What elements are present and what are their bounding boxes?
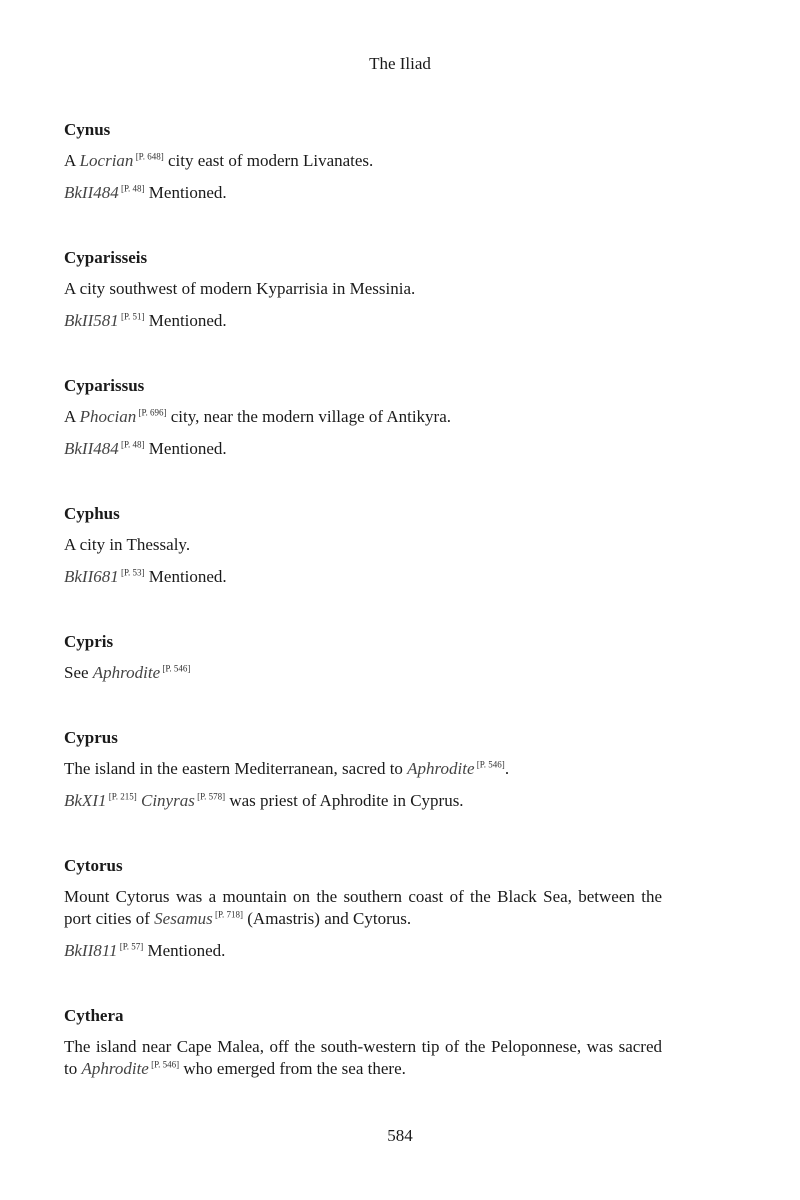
page-ref[interactable]: [P. 546] <box>160 663 191 674</box>
glossary-entry <box>64 1004 662 1080</box>
text-span: Mentioned. <box>144 439 227 458</box>
text-span: (Amastris) and Cytorus. <box>243 909 412 928</box>
entry-text <box>64 886 662 930</box>
cross-reference-link[interactable]: Locrian <box>79 151 134 170</box>
cross-reference-link[interactable]: BkII484 <box>64 183 119 202</box>
entry-text <box>64 534 662 556</box>
entry-title: Cyprus <box>64 728 118 747</box>
entry-text <box>64 1036 662 1080</box>
cross-reference-link[interactable]: Aphrodite <box>407 759 475 778</box>
text-span: Mentioned. <box>143 941 226 960</box>
text-span: was priest of Aphrodite in Cyprus. <box>225 791 464 810</box>
entry-text <box>64 438 662 460</box>
entry-text <box>64 758 662 780</box>
cross-reference-link[interactable]: Aphrodite <box>92 663 161 682</box>
page-ref[interactable]: [P. 546] <box>474 759 505 770</box>
entry-text <box>64 278 662 300</box>
text-span: Mentioned. <box>144 183 227 202</box>
cross-reference-link[interactable]: BkII681 <box>64 567 119 586</box>
glossary-entry <box>64 118 662 204</box>
glossary-entry <box>64 726 662 812</box>
page-ref[interactable]: [P. 48] <box>118 183 145 194</box>
page-ref[interactable]: [P. 48] <box>118 439 145 450</box>
text-span: Mentioned. <box>144 311 227 330</box>
cross-reference-link[interactable]: BkXI1 <box>64 791 107 810</box>
text-span: A <box>64 151 80 170</box>
running-head: The Iliad <box>369 54 431 73</box>
entry-text <box>64 310 662 332</box>
page-number: 584 <box>387 1126 413 1145</box>
glossary-entry <box>64 374 662 460</box>
text-span: Mentioned. <box>144 567 227 586</box>
entry-title: Cythera <box>64 1006 124 1025</box>
glossary-entry <box>64 246 662 332</box>
cross-reference-link[interactable]: BkII581 <box>64 311 119 330</box>
text-span: A city southwest of modern Kyparrisia in Messinia. <box>64 279 416 298</box>
page-ref[interactable]: [P. 53] <box>118 567 145 578</box>
entry-text <box>64 150 662 172</box>
text-span: A <box>64 407 80 426</box>
entry-title: Cynus <box>64 120 111 139</box>
entry-text <box>64 940 662 962</box>
glossary-entry <box>64 854 662 962</box>
entry-text <box>64 790 662 812</box>
cross-reference-link[interactable]: Phocian <box>79 407 137 426</box>
text-span: The island in the eastern Mediterranean, sacred to <box>64 759 408 778</box>
glossary-entry <box>64 630 662 684</box>
page-ref[interactable]: [P. 51] <box>118 311 145 322</box>
text-span: who emerged from the sea there. <box>179 1059 406 1078</box>
entry-title: Cypris <box>64 632 114 651</box>
glossary-entry <box>64 502 662 588</box>
entry-title: Cytorus <box>64 856 123 875</box>
entry-text <box>64 406 662 428</box>
page-ref[interactable]: [P. 578] <box>194 791 226 802</box>
entry-title: Cyparisseis <box>64 248 148 267</box>
page-ref[interactable]: [P. 546] <box>148 1059 180 1070</box>
glossary-content <box>64 118 662 1122</box>
text-span: The island near Cape Malea, off the south-western tip of the Peloponnese, was sacred to <box>64 1037 662 1078</box>
entry-text <box>64 566 662 588</box>
text-span: city, near the modern village of Antikyra. <box>166 407 452 426</box>
entry-text <box>64 182 662 204</box>
entry-text <box>64 662 662 684</box>
page-ref[interactable]: [P. 57] <box>117 941 144 952</box>
cross-reference-link[interactable]: Cinyras <box>141 791 195 810</box>
text-span: Mount Cytorus was a mountain on the southern coast of the Black Sea, between the port cities of <box>64 887 662 928</box>
cross-reference-link[interactable]: BkII484 <box>64 439 119 458</box>
page-ref[interactable]: [P. 696] <box>136 407 167 418</box>
text-span: city east of modern Livanates. <box>163 151 374 170</box>
page-ref[interactable]: [P. 648] <box>133 151 164 162</box>
page-ref[interactable]: [P. 718] <box>212 909 243 920</box>
page-ref[interactable]: [P. 215] <box>106 791 137 802</box>
text-span: . <box>504 759 510 778</box>
entry-title: Cyparissus <box>64 376 145 395</box>
entry-title: Cyphus <box>64 504 120 523</box>
text-span: See <box>64 663 93 682</box>
text-span: A city in Thessaly. <box>64 535 191 554</box>
cross-reference-link[interactable]: Aphrodite <box>81 1059 149 1078</box>
cross-reference-link[interactable]: Sesamus <box>154 909 213 928</box>
cross-reference-link[interactable]: BkII811 <box>64 941 118 960</box>
